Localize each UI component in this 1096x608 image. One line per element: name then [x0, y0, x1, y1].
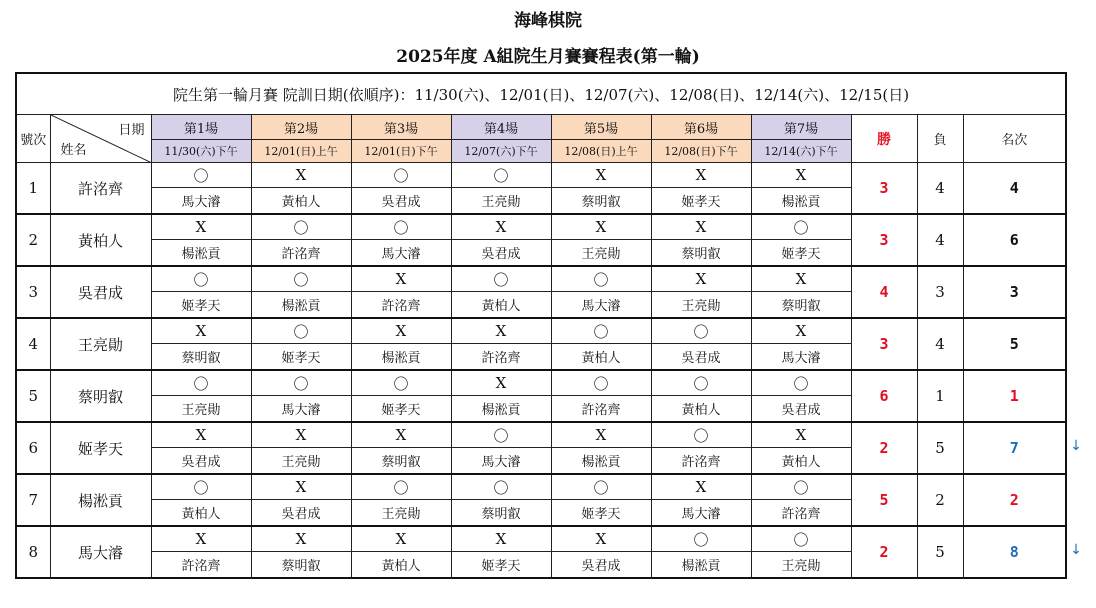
game-opponent: 許洺齊	[351, 292, 451, 319]
game-result: X	[651, 163, 751, 188]
player-name: 吳君成	[50, 266, 151, 318]
round-header: 第5場	[551, 115, 651, 140]
schedule-table	[15, 72, 1067, 579]
game-opponent: 吳君成	[351, 188, 451, 215]
game-opponent: 姬孝天	[351, 396, 451, 423]
game-result: 〇	[451, 474, 551, 500]
player-number: 7	[16, 474, 50, 526]
player-wins: 3	[851, 163, 917, 215]
game-result: 〇	[151, 370, 251, 396]
round-header: 第7場	[751, 115, 851, 140]
game-opponent: 黃柏人	[151, 500, 251, 527]
player-rank: 2	[963, 474, 1066, 526]
game-result: X	[451, 526, 551, 552]
game-result: 〇	[251, 318, 351, 344]
game-result: X	[351, 526, 451, 552]
game-opponent: 許洺齊	[751, 500, 851, 527]
player-result-row	[16, 266, 1066, 292]
game-opponent: 許洺齊	[651, 448, 751, 475]
game-opponent: 王亮勛	[151, 396, 251, 423]
game-result: X	[551, 163, 651, 188]
game-opponent: 馬大濬	[351, 240, 451, 267]
game-opponent: 馬大濬	[251, 396, 351, 423]
game-opponent: 許洺齊	[451, 344, 551, 371]
game-opponent: 吳君成	[151, 448, 251, 475]
game-opponent: 吳君成	[451, 240, 551, 267]
player-name: 馬大濬	[50, 526, 151, 578]
player-result-row	[16, 163, 1066, 188]
game-opponent: 黃柏人	[251, 188, 351, 215]
header-wins: 勝	[851, 115, 917, 163]
game-result: 〇	[151, 474, 251, 500]
player-result-row	[16, 370, 1066, 396]
header-diagonal	[50, 115, 151, 163]
game-result: 〇	[551, 370, 651, 396]
banner-row	[16, 73, 1066, 115]
game-result: X	[551, 422, 651, 448]
player-losses: 5	[917, 422, 963, 474]
player-rank: 6	[963, 214, 1066, 266]
round-date: 12/07(六)下午	[451, 140, 551, 163]
game-result: 〇	[151, 163, 251, 188]
game-result: X	[351, 318, 451, 344]
player-losses: 4	[917, 163, 963, 215]
header-number: 號次	[16, 115, 50, 163]
game-opponent: 馬大濬	[651, 500, 751, 527]
round-date: 12/08(日)下午	[651, 140, 751, 163]
game-opponent: 吳君成	[751, 396, 851, 423]
game-result: X	[151, 526, 251, 552]
game-opponent: 黃柏人	[751, 448, 851, 475]
game-result: X	[751, 422, 851, 448]
game-result: X	[351, 422, 451, 448]
game-opponent: 姬孝天	[251, 344, 351, 371]
game-result: 〇	[251, 370, 351, 396]
round-date: 12/01(日)下午	[351, 140, 451, 163]
game-opponent: 蔡明叡	[451, 500, 551, 527]
player-wins: 4	[851, 266, 917, 318]
game-opponent: 楊淞貢	[751, 188, 851, 215]
game-result: 〇	[551, 474, 651, 500]
game-opponent: 蔡明叡	[751, 292, 851, 319]
game-opponent: 王亮勛	[351, 500, 451, 527]
player-wins: 2	[851, 526, 917, 578]
demotion-arrow-icon: ↓	[1070, 438, 1082, 454]
header-row-rounds	[16, 115, 1066, 140]
game-result: X	[751, 163, 851, 188]
game-result: X	[551, 526, 651, 552]
game-result: X	[651, 266, 751, 292]
player-name: 楊淞貢	[50, 474, 151, 526]
header-rank: 名次	[963, 115, 1066, 163]
game-result: X	[251, 474, 351, 500]
game-result: X	[651, 214, 751, 240]
game-opponent: 蔡明叡	[551, 188, 651, 215]
player-wins: 3	[851, 214, 917, 266]
header-name-label: 姓名	[60, 143, 87, 158]
player-rank: 3	[963, 266, 1066, 318]
player-name: 蔡明叡	[50, 370, 151, 422]
player-rank: 5	[963, 318, 1066, 370]
player-result-row	[16, 474, 1066, 500]
game-opponent: 蔡明叡	[151, 344, 251, 371]
game-opponent: 馬大濬	[451, 448, 551, 475]
game-opponent: 楊淞貢	[651, 552, 751, 579]
player-result-row	[16, 214, 1066, 240]
player-losses: 4	[917, 214, 963, 266]
game-opponent: 吳君成	[551, 552, 651, 579]
game-result: 〇	[651, 318, 751, 344]
game-opponent: 許洺齊	[551, 396, 651, 423]
game-opponent: 黃柏人	[451, 292, 551, 319]
banner-text: 院生第一輪月賽 院訓日期(依順序)：11/30(六)、12/01(日)、12/07(六)、12/08(日)、12/14(六)、12/15(日)	[16, 73, 1066, 115]
game-opponent: 姬孝天	[551, 500, 651, 527]
game-opponent: 姬孝天	[751, 240, 851, 267]
player-name: 王亮勛	[50, 318, 151, 370]
game-opponent: 馬大濬	[751, 344, 851, 371]
game-result: 〇	[551, 318, 651, 344]
player-number: 1	[16, 163, 50, 215]
game-opponent: 蔡明叡	[651, 240, 751, 267]
schedule-title: 2025年度 A組院生月賽賽程表(第一輪)	[396, 47, 700, 67]
round-date: 11/30(六)下午	[151, 140, 251, 163]
player-rank: 8	[963, 526, 1066, 578]
game-opponent: 王亮勛	[751, 552, 851, 579]
round-date: 12/01(日)上午	[251, 140, 351, 163]
game-result: 〇	[251, 266, 351, 292]
player-wins: 3	[851, 318, 917, 370]
round-header: 第2場	[251, 115, 351, 140]
header-date-label: 日期	[118, 123, 145, 138]
game-result: 〇	[351, 474, 451, 500]
game-result: X	[151, 318, 251, 344]
game-result: 〇	[451, 163, 551, 188]
game-opponent: 楊淞貢	[451, 396, 551, 423]
game-result: X	[451, 318, 551, 344]
game-result: 〇	[451, 422, 551, 448]
player-name: 黃柏人	[50, 214, 151, 266]
game-result: 〇	[751, 370, 851, 396]
game-result: X	[151, 422, 251, 448]
player-losses: 3	[917, 266, 963, 318]
player-losses: 2	[917, 474, 963, 526]
player-wins: 5	[851, 474, 917, 526]
player-number: 3	[16, 266, 50, 318]
game-result: 〇	[751, 474, 851, 500]
game-opponent: 楊淞貢	[551, 448, 651, 475]
round-header: 第6場	[651, 115, 751, 140]
player-result-row	[16, 526, 1066, 552]
game-opponent: 姬孝天	[651, 188, 751, 215]
game-result: 〇	[451, 266, 551, 292]
player-name: 許洺齊	[50, 163, 151, 215]
player-number: 5	[16, 370, 50, 422]
round-date: 12/14(六)下午	[751, 140, 851, 163]
player-result-row	[16, 422, 1066, 448]
round-header: 第1場	[151, 115, 251, 140]
player-name: 姬孝天	[50, 422, 151, 474]
game-result: 〇	[351, 370, 451, 396]
game-opponent: 王亮勛	[451, 188, 551, 215]
player-number: 6	[16, 422, 50, 474]
header-losses: 負	[917, 115, 963, 163]
game-result: X	[251, 422, 351, 448]
game-result: X	[751, 318, 851, 344]
player-wins: 2	[851, 422, 917, 474]
round-header: 第4場	[451, 115, 551, 140]
game-result: X	[751, 266, 851, 292]
player-result-row	[16, 318, 1066, 344]
round-header: 第3場	[351, 115, 451, 140]
game-opponent: 馬大濬	[151, 188, 251, 215]
game-opponent: 黃柏人	[651, 396, 751, 423]
game-result: X	[351, 266, 451, 292]
game-opponent: 蔡明叡	[351, 448, 451, 475]
game-result: 〇	[751, 214, 851, 240]
player-rank: 4	[963, 163, 1066, 215]
game-opponent: 楊淞貢	[351, 344, 451, 371]
game-result: X	[451, 370, 551, 396]
game-opponent: 姬孝天	[151, 292, 251, 319]
game-result: X	[251, 163, 351, 188]
game-opponent: 吳君成	[651, 344, 751, 371]
game-result: 〇	[651, 422, 751, 448]
game-opponent: 姬孝天	[451, 552, 551, 579]
game-result: 〇	[551, 266, 651, 292]
game-opponent: 楊淞貢	[151, 240, 251, 267]
game-opponent: 王亮勛	[251, 448, 351, 475]
game-result: 〇	[651, 526, 751, 552]
game-result: 〇	[651, 370, 751, 396]
org-title: 海峰棋院	[514, 11, 582, 31]
game-opponent: 黃柏人	[551, 344, 651, 371]
game-opponent: 蔡明叡	[251, 552, 351, 579]
game-opponent: 吳君成	[251, 500, 351, 527]
game-opponent: 楊淞貢	[251, 292, 351, 319]
game-opponent: 王亮勛	[551, 240, 651, 267]
game-result: X	[551, 214, 651, 240]
player-rank: 7	[963, 422, 1066, 474]
game-opponent: 馬大濬	[551, 292, 651, 319]
game-result: 〇	[351, 214, 451, 240]
game-result: X	[151, 214, 251, 240]
player-number: 8	[16, 526, 50, 578]
game-result: 〇	[151, 266, 251, 292]
game-opponent: 王亮勛	[651, 292, 751, 319]
player-number: 4	[16, 318, 50, 370]
game-result: 〇	[251, 214, 351, 240]
player-number: 2	[16, 214, 50, 266]
game-result: X	[651, 474, 751, 500]
player-losses: 4	[917, 318, 963, 370]
demotion-arrow-icon: ↓	[1070, 542, 1082, 558]
game-opponent: 許洺齊	[251, 240, 351, 267]
game-opponent: 許洺齊	[151, 552, 251, 579]
player-losses: 5	[917, 526, 963, 578]
game-result: X	[251, 526, 351, 552]
round-date: 12/08(日)上午	[551, 140, 651, 163]
game-result: 〇	[751, 526, 851, 552]
player-rank: 1	[963, 370, 1066, 422]
player-losses: 1	[917, 370, 963, 422]
game-result: X	[451, 214, 551, 240]
game-opponent: 黃柏人	[351, 552, 451, 579]
player-wins: 6	[851, 370, 917, 422]
game-result: 〇	[351, 163, 451, 188]
